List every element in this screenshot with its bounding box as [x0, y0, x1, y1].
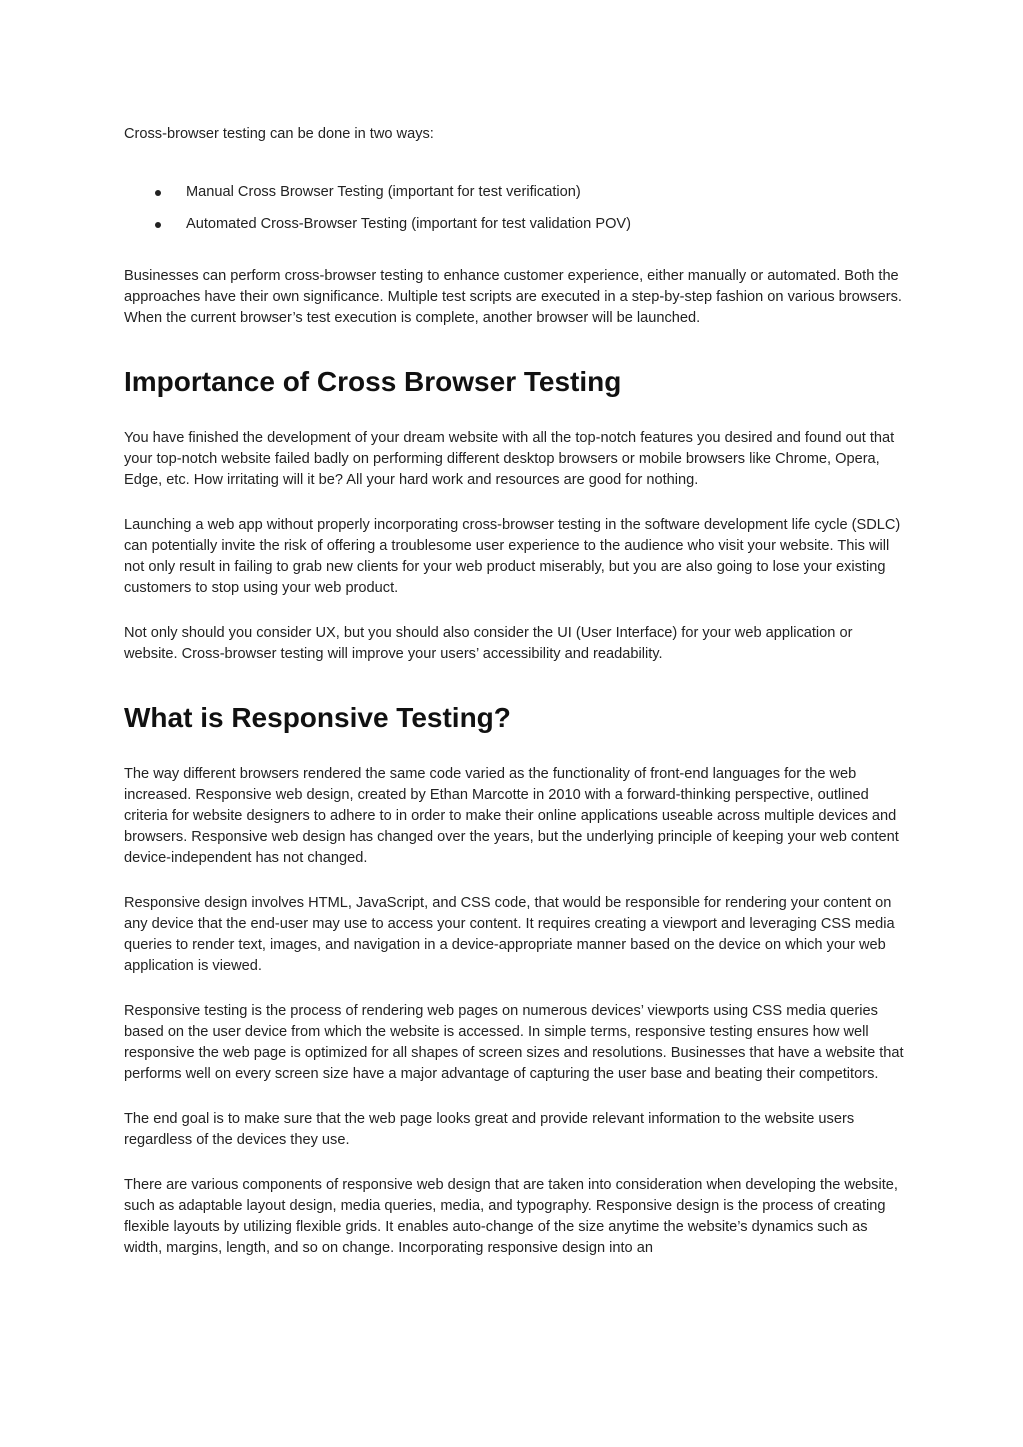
testing-ways-list — [124, 182, 904, 235]
paragraph: Businesses can perform cross-browser testing to enhance customer experience, either manually or automated. Both the approaches have their own significance. Multiple test scripts are executed in a step-by-step fashion on various browsers. When the current browser’s test execution is complete, another browser will be launched. — [124, 268, 902, 326]
bullet-icon — [155, 190, 161, 196]
document-page — [124, 124, 904, 1283]
bullet-icon — [155, 222, 161, 228]
paragraph: Launching a web app without properly incorporating cross-browser testing in the software development life cycle (SDLC) can potentially invite the risk of offering a troublesome user experience to the audience who visit your website. This will not only result in failing to grab new clients for your web product miserably, but you are also going to lose your existing customers to stop using your web product. — [124, 517, 901, 596]
paragraph: You have finished the development of your dream website with all the top-notch features you desired and found out that your top-notch website failed badly on performing different desktop browsers or mobile browsers like Chrome, Opera, Edge, etc. How irritating will it be? All your hard work and resources are good for nothing. — [124, 430, 895, 488]
paragraph: Responsive testing is the process of rendering web pages on numerous devices’ viewports using CSS media queries based on the user device from which the website is accessed. In simple terms, responsive testing ensures how well responsive the web page is optimized for all shapes of screen sizes and resolutions. Businesses that have a website that performs well on every screen size have a major advantage of capturing the user base and beating their competitors. — [124, 1003, 904, 1082]
list-item-text: Manual Cross Browser Testing (important for test verification) — [186, 184, 581, 200]
list-item — [124, 214, 904, 235]
intro-text: Cross-browser testing can be done in two ways: — [124, 126, 434, 142]
paragraph: The way different browsers rendered the same code varied as the functionality of front-end languages for the web increased. Responsive web design, created by Ethan Marcotte in 2010 with a forward-thinking perspective, outlined criteria for website designers to adhere to in order to make their online applications useable across multiple devices and browsers. Responsive web design has changed over the years, but the underlying principle of keeping your web content device-independent has not changed. — [124, 766, 899, 866]
list-item-text: Automated Cross-Browser Testing (important for test validation POV) — [186, 216, 632, 232]
paragraph: The end goal is to make sure that the web page looks great and provide relevant information to the website users regardless of the devices they use. — [124, 1111, 855, 1148]
paragraph: There are various components of responsive web design that are taken into consideration when developing the website, such as adaptable layout design, media queries, media, and typography. Responsive design is the process of creating flexible layouts by utilizing flexible grids. It enables auto-change of the size anytime the website’s dynamics such as width, margins, length, and so on change. Incorporating responsive design into an — [124, 1177, 898, 1256]
paragraph: Responsive design involves HTML, JavaScript, and CSS code, that would be responsible for rendering your content on any device that the end-user may use to access your content. It requires creating a viewport and leveraging CSS media queries to render text, images, and navigation in a device-appropriate manner based on the device on which your web application is viewed. — [124, 895, 895, 974]
section-heading-responsive: What is Responsive Testing? — [124, 702, 511, 733]
paragraph: Not only should you consider UX, but you should also consider the UI (User Interface) for your web application or website. Cross-browser testing will improve your users’ accessibility and readability. — [124, 625, 853, 662]
list-item — [124, 182, 904, 203]
section-heading-importance: Importance of Cross Browser Testing — [124, 366, 622, 397]
